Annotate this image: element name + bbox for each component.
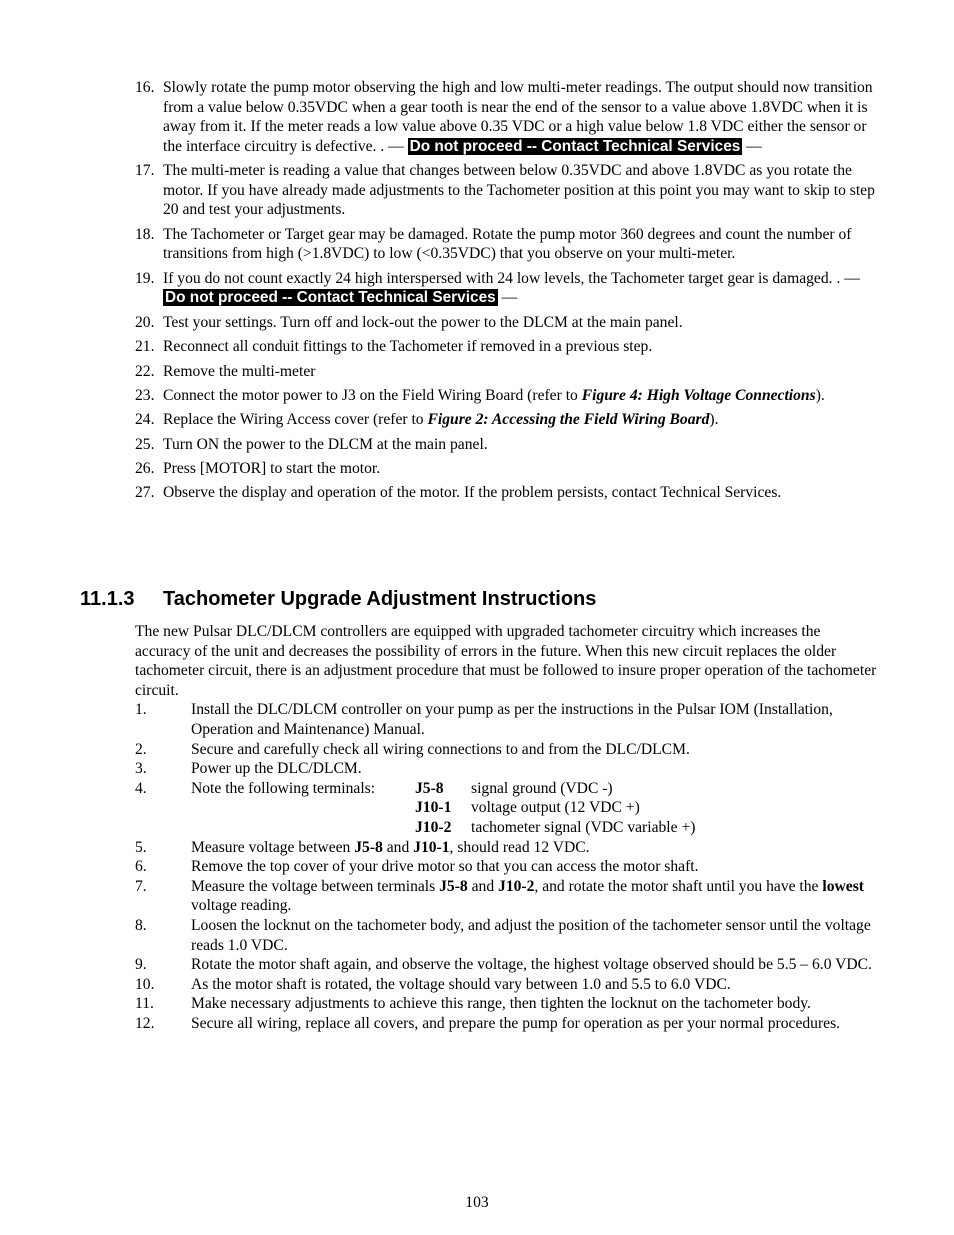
step-number: 7. — [135, 877, 147, 895]
step-text: Power up the DLC/DLCM. — [191, 760, 362, 778]
intro-paragraph: The new Pulsar DLC/DLCM controllers are equipped with upgraded tachometer circuitry which increases the accuracy of the unit and decreases the possibility of errors in the future. When this new circuit replaces the older tachometer circuit, there is an adjustment procedure that must be followed to insure proper operation of the tachometer circuit. — [135, 623, 877, 699]
step-text: Turn ON the power to the DLCM at the main panel. — [163, 435, 488, 453]
list-item — [135, 779, 877, 838]
step-text: Measure voltage between J5-8 and J10-1, should read 12 VDC. — [191, 838, 590, 856]
list-item — [135, 975, 877, 995]
list-item — [135, 1014, 877, 1034]
step-number: 26. — [135, 460, 155, 478]
step-number: 2. — [135, 740, 147, 758]
step-text: Measure the voltage between terminals J5-8 and J10-2, and rotate the motor shaft until you have the lowest voltage reading. — [191, 877, 864, 915]
step-number: 17. — [135, 162, 155, 180]
step-text: Slowly rotate the pump motor observing the high and low multi-meter readings. The output should now transition from a value below 0.35VDC when a gear tooth is near the end of the sensor to a value above 1.8VDC when it is away from it. If the meter reads a low value above 0.35 VDC or a high value below 1.8 VDC either the sensor or the interface circuitry is defective. . — — [163, 79, 873, 155]
step-number: 16. — [135, 79, 155, 96]
terminal-row — [191, 779, 877, 799]
list-item — [135, 740, 877, 760]
page-number: 103 — [465, 1194, 489, 1211]
step-text: Install the DLC/DLCM controller on your pump as per the instructions in the Pulsar IOM (Installation, Operation and Maintenance) Manual. — [191, 701, 833, 738]
step-number: 9. — [135, 956, 147, 974]
list-item — [135, 838, 877, 858]
section-title: Tachometer Upgrade Adjustment Instructions — [163, 588, 597, 610]
step-number: 24. — [135, 411, 155, 429]
step-number: 20. — [135, 313, 155, 331]
step-number: 12. — [135, 1014, 155, 1032]
list-item: 16. Slowly rotate the pump motor observing the high and low multi-meter readings. The output should now transition from a value below 0.35VDC when a gear tooth is near the end of the sensor to a value above 1.8VDC when it is away from it. If the meter reads a low value above 0.35 VDC or a high value below 1.8 VDC either the sensor or the interface circuitry is defective. . — Do not proceed -- Contact Technical Services — — [135, 79, 873, 155]
step-number: 6. — [135, 858, 147, 876]
terminal-row — [191, 818, 877, 838]
list-item — [135, 161, 877, 220]
list-item: 19. If you do not count exactly 24 high interspersed with 24 low levels, the Tachometer target gear is damaged. . — Do not proceed -- Contact Technical Services — — [135, 269, 860, 307]
section-number: 11.1.3 — [80, 588, 135, 610]
step-number: 27. — [135, 484, 155, 502]
terminal-row — [191, 798, 877, 818]
step-text: Loosen the locknut on the tachometer body, and adjust the position of the tachometer sensor until the voltage reads 1.0 VDC. — [191, 916, 871, 954]
list-item — [135, 877, 877, 916]
step-number: 3. — [135, 760, 147, 778]
list-item — [135, 337, 877, 357]
step-text: Remove the multi-meter — [163, 362, 316, 380]
list-item — [135, 225, 877, 264]
step-text: Observe the display and operation of the motor. If the problem persists, contact Technical Services. — [163, 484, 782, 502]
adjustment-instructions — [135, 622, 877, 1033]
list-item: 24. Replace the Wiring Access cover (refer to Figure 2: Accessing the Field Wiring Board). — [135, 411, 719, 429]
step-number: 5. — [135, 838, 147, 856]
step-number: 23. — [135, 386, 155, 404]
step-number: 21. — [135, 338, 155, 356]
step-text: Secure and carefully check all wiring connections to and from the DLC/DLCM. — [191, 740, 690, 758]
step-text: The multi-meter is reading a value that changes between below 0.35VDC and above 1.8VDC as you rotate the motor. If you have already made adjustments to the Tachometer position at this point you may want to skip to step 20 and test your adjustments. — [163, 162, 875, 219]
list-item: 23. Connect the motor power to J3 on the Field Wiring Board (refer to Figure 4: High Voltage Connections). — [135, 386, 825, 404]
warning-highlight: Do not proceed -- Contact Technical Services — [409, 137, 741, 155]
step-text: Secure all wiring, replace all covers, and prepare the pump for operation as per your normal procedures. — [191, 1014, 841, 1032]
step-text: Note the following terminals: — [191, 779, 376, 797]
step-number: 11. — [135, 995, 154, 1013]
step-number: 10. — [135, 975, 155, 993]
step-text: Connect the motor power to J3 on the Field Wiring Board (refer to — [163, 386, 582, 404]
terminal-code: J10-2 — [415, 818, 452, 836]
step-text: As the motor shaft is rotated, the voltage should vary between 1.0 and 5.5 to 6.0 VDC. — [191, 975, 731, 993]
list-item — [135, 483, 877, 503]
troubleshooting-steps — [135, 78, 877, 508]
step-number: 18. — [135, 225, 155, 243]
step-text: Reconnect all conduit fittings to the Tachometer if removed in a previous step. — [163, 338, 653, 356]
step-text: Press [MOTOR] to start the motor. — [163, 460, 381, 478]
step-number: 22. — [135, 362, 155, 380]
list-item — [135, 700, 877, 739]
list-item — [135, 916, 877, 955]
step-text: Replace the Wiring Access cover (refer to — [163, 411, 428, 429]
step-text: Test your settings. Turn off and lock-out the power to the DLCM at the main panel. — [163, 313, 683, 331]
step-number: 1. — [135, 701, 147, 719]
list-item — [135, 857, 877, 877]
list-item — [135, 435, 877, 455]
list-item — [135, 955, 877, 975]
step-text: Make necessary adjustments to achieve this range, then tighten the locknut on the tachometer body. — [191, 995, 811, 1013]
step-number: 4. — [135, 779, 147, 797]
step-text: If you do not count exactly 24 high interspersed with 24 low levels, the Tachometer target gear is damaged. . — — [163, 269, 860, 287]
terminal-description: tachometer signal (VDC variable +) — [471, 818, 696, 836]
step-text: Rotate the motor shaft again, and observe the voltage, the highest voltage observed should be 5.5 – 6.0 VDC. — [191, 956, 872, 974]
list-item — [135, 994, 877, 1014]
warning-highlight: Do not proceed -- Contact Technical Services — [165, 289, 496, 307]
list-item — [135, 459, 877, 479]
step-number: 8. — [135, 916, 147, 934]
terminal-description: voltage output (12 VDC +) — [471, 799, 640, 817]
list-item — [135, 313, 877, 333]
terminal-description: signal ground (VDC -) — [471, 779, 613, 797]
step-text: The Tachometer or Target gear may be damaged. Rotate the pump motor 360 degrees and count the number of transitions from high (>1.8VDC) to low (<0.35VDC) that you observe on your multi-meter. — [163, 225, 852, 263]
terminal-code: J10-1 — [415, 799, 452, 817]
step-number: 19. — [135, 269, 155, 287]
list-item — [135, 362, 877, 382]
terminal-list — [191, 779, 877, 838]
list-item — [135, 759, 877, 779]
step-text: Remove the top cover of your drive motor so that you can access the motor shaft. — [191, 858, 699, 876]
figure-reference: Figure 4: High Voltage Connections — [581, 386, 816, 404]
figure-reference: Figure 2: Accessing the Field Wiring Board — [427, 411, 710, 429]
step-number: 25. — [135, 435, 155, 453]
terminal-code: J5-8 — [415, 779, 444, 797]
section-heading — [80, 587, 596, 611]
